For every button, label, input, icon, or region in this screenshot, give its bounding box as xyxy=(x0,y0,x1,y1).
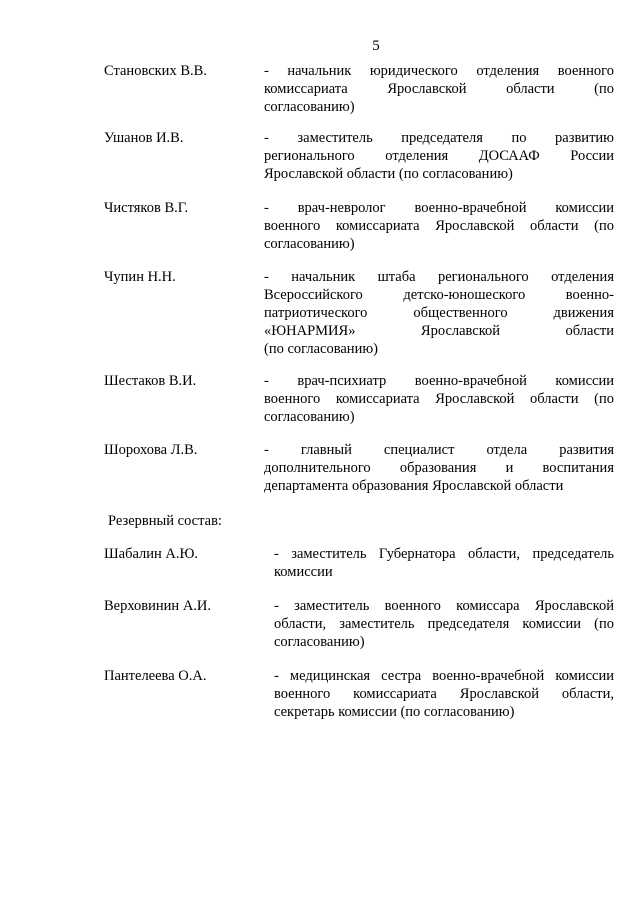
description-line: - заместитель Губернатора области, председатель xyxy=(274,546,614,562)
member-name: Чистяков В.Г. xyxy=(104,200,189,216)
description-line: согласованию) xyxy=(264,409,355,425)
member-description xyxy=(264,199,614,253)
description-line: Всероссийского детско-юношеского военно- xyxy=(264,287,614,303)
description-line: - заместитель председателя по развитию xyxy=(264,130,614,146)
member-description xyxy=(274,597,614,651)
description-line: департамента образования Ярославской области xyxy=(264,478,564,494)
page-number: 5 xyxy=(372,38,380,54)
description-line: патриотического общественного движения xyxy=(264,305,614,321)
description-line: комиссии xyxy=(274,564,333,580)
member-name: Шорохова Л.В. xyxy=(104,442,198,458)
description-line: - врач-невролог военно-врачебной комиссии xyxy=(264,200,614,216)
description-line: военного комиссариата Ярославской области (по xyxy=(264,391,614,407)
description-line: комиссариата Ярославской области (по xyxy=(264,81,614,97)
description-line: согласованию) xyxy=(264,236,355,252)
description-line: Ярославской области (по согласованию) xyxy=(264,166,513,182)
member-name: Верховинин А.И. xyxy=(104,598,212,614)
description-line: - начальник юридического отделения военного xyxy=(264,63,614,79)
description-line: области, заместитель председателя комиссии (по xyxy=(274,616,614,632)
member-name: Шабалин А.Ю. xyxy=(104,546,199,562)
member-name: Ушанов И.В. xyxy=(104,130,184,146)
description-line: военного комиссариата Ярославской области (по xyxy=(264,218,614,234)
member-name: Чупин Н.Н. xyxy=(104,269,176,285)
description-line: регионального отделения ДОСААФ России xyxy=(264,148,614,164)
member-description xyxy=(274,545,614,581)
reserve-section-title: Резервный состав: xyxy=(108,513,222,529)
description-line: согласованию) xyxy=(264,99,355,115)
member-description xyxy=(264,129,614,183)
member-description xyxy=(274,667,614,721)
description-line: секретарь комиссии (по согласованию) xyxy=(274,704,515,720)
description-line: - заместитель военного комиссара Ярославской xyxy=(274,598,614,614)
member-description xyxy=(264,372,614,426)
description-line: - главный специалист отдела развития xyxy=(264,442,614,458)
member-name: Пантелеева О.А. xyxy=(104,668,207,684)
description-line: - врач-психиатр военно-врачебной комиссии xyxy=(264,373,614,389)
member-name: Становских В.В. xyxy=(104,63,207,79)
member-description xyxy=(264,268,614,358)
description-line: «ЮНАРМИЯ» Ярославской области xyxy=(264,323,614,339)
description-line: (по согласованию) xyxy=(264,341,378,357)
member-name: Шестаков В.И. xyxy=(104,373,197,389)
member-description xyxy=(264,441,614,495)
description-line: - начальник штаба регионального отделения xyxy=(264,269,614,285)
description-line: согласованию) xyxy=(274,634,365,650)
member-description xyxy=(264,62,614,116)
description-line: - медицинская сестра военно-врачебной комиссии xyxy=(274,668,614,684)
description-line: дополнительного образования и воспитания xyxy=(264,460,614,476)
description-line: военного комиссариата Ярославской области, xyxy=(274,686,614,702)
